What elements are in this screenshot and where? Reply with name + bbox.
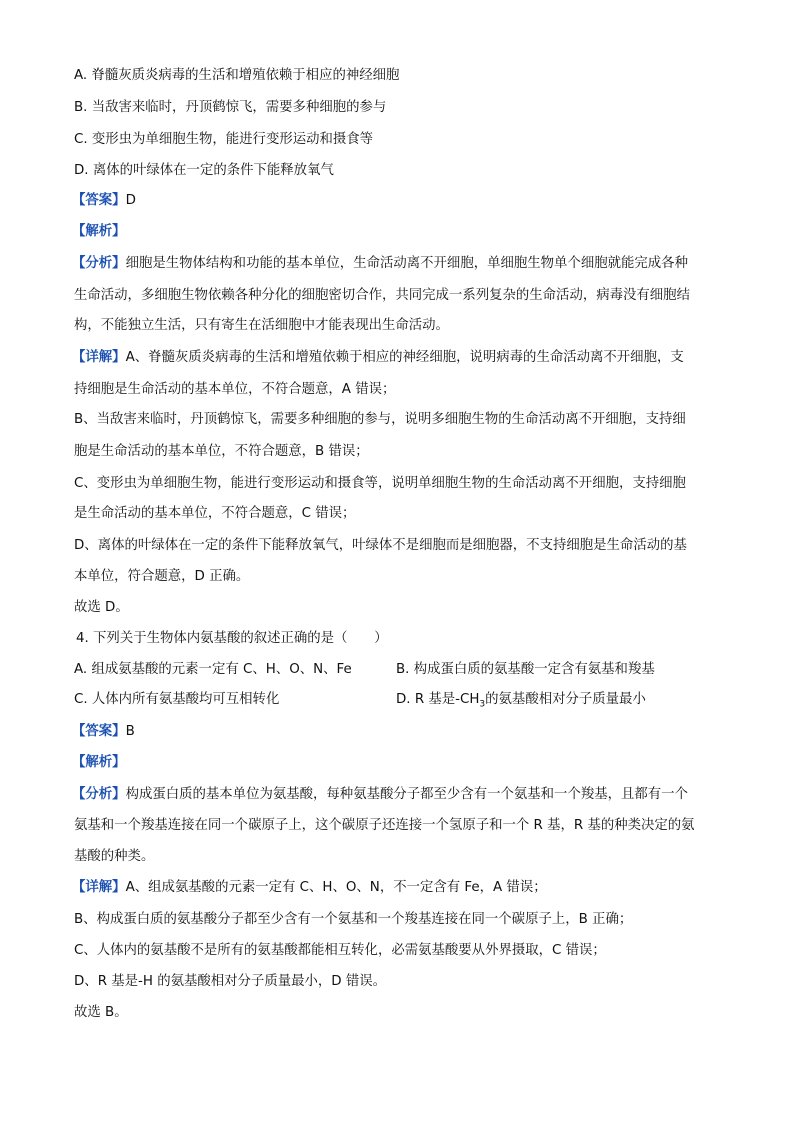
q3-xiangjie-line-4: 胞是生命活动的基本单位，不符合题意，B 错误；	[74, 444, 369, 459]
q3-answer-tag: 【答案】	[72, 193, 126, 208]
q4-option-d-pre: D. R 基是-CH	[396, 692, 480, 707]
q4-options-row-2	[74, 690, 754, 710]
q4-option-d-sub: 3	[479, 699, 486, 710]
q4-xiangjie-line-2: B、构成蛋白质的氨基酸分子都至少含有一个氨基和一个羧基连接在同一个碳原子上，B 正确；	[74, 912, 633, 927]
q4-xiangjie-text-1: A、组成氨基酸的元素一定有 C、H、O、N，不一定含有 Fe，A 错误；	[125, 880, 547, 895]
q3-answer	[72, 191, 136, 211]
q3-xiangjie-line-5: C、变形虫为单细胞生物，能进行变形运动和摄食等，说明单细胞生物的生命活动离不开细胞，支持细胞	[74, 476, 686, 491]
q4-analysis-heading	[72, 753, 126, 773]
q3-option-b: B. 当敌害来临时，丹顶鹤惊飞，需要多种细胞的参与	[74, 100, 387, 115]
q4-options-row-1	[74, 660, 754, 680]
q4-fenxi-text-1: 构成蛋白质的基本单位为氨基酸，每种氨基酸分子都至少含有一个氨基和一个羧基，且都有一个	[125, 787, 688, 802]
q4-answer	[72, 722, 135, 742]
q3-option-c: C. 变形虫为单细胞生物，能进行变形运动和摄食等	[74, 132, 374, 147]
q3-option-d: D. 离体的叶绿体在一定的条件下能释放氧气	[74, 163, 334, 178]
q4-xiangjie-line-3: C、人体内的氨基酸不是所有的氨基酸都能相互转化，必需氨基酸要从外界摄取，C 错误；	[74, 943, 606, 958]
q3-option-a: A. 脊髓灰质炎病毒的生活和增殖依赖于相应的神经细胞	[74, 68, 400, 83]
q4-xiangjie-line-1	[72, 878, 547, 898]
q3-xiangjie-line-2: 持细胞是生命活动的基本单位，不符合题意，A 错误；	[74, 382, 396, 397]
q4-fenxi-line-3: 基酸的种类。	[74, 849, 155, 864]
q4-stem: 4. 下列关于生物体内氨基酸的叙述正确的是（ ）	[76, 631, 388, 646]
q4-answer-value: B	[125, 724, 135, 739]
q3-xiangjie-line-1	[72, 348, 684, 368]
q3-fenxi-line-3: 构，不能独立生活，只有寄生在活细胞中才能表现出生命活动。	[74, 318, 449, 333]
q4-analysis-tag: 【解析】	[72, 755, 126, 770]
q3-fenxi-line-2: 生命活动，多细胞生物依赖各种分化的细胞密切合作，共同完成一系列复杂的生命活动，病毒没有细胞结	[74, 288, 690, 303]
q4-option-d	[396, 690, 646, 710]
q3-fenxi-text-1: 细胞是生物体结构和功能的基本单位，生命活动离不开细胞，单细胞生物单个细胞就能完成各种	[125, 256, 688, 271]
q3-analysis-heading	[72, 222, 126, 242]
q4-xiangjie-tag: 【详解】	[72, 880, 126, 895]
q4-option-a: A. 组成氨基酸的元素一定有 C、H、O、N、Fe	[74, 662, 352, 677]
q4-option-d-post: 的氨基酸相对分子质量最小	[485, 692, 646, 707]
q3-xiangjie-line-7: D、离体的叶绿体在一定的条件下能释放氧气，叶绿体不是细胞而是细胞器，不支持细胞是生命活动的基	[74, 538, 687, 553]
q3-answer-value: D	[125, 193, 136, 208]
q3-xiangjie-line-6: 是生命活动的基本单位，不符合题意，C 错误；	[74, 506, 356, 521]
q3-analysis-tag: 【解析】	[72, 224, 126, 239]
q4-answer-tag: 【答案】	[72, 724, 126, 739]
q3-conclusion: 故选 D。	[74, 600, 129, 615]
q3-fenxi-line-1	[72, 254, 688, 274]
q4-fenxi-line-1	[72, 785, 688, 805]
q4-fenxi-line-2: 氨基和一个羧基连接在同一个碳原子上，这个碳原子还连接一个氢原子和一个 R 基，R 基的种类决定的氨	[74, 818, 695, 833]
q3-xiangjie-line-3: B、当敌害来临时，丹顶鹤惊飞，需要多种细胞的参与，说明多细胞生物的生命活动离不开细胞，支持细	[74, 412, 686, 427]
q4-option-b: B. 构成蛋白质的氨基酸一定含有氨基和羧基	[396, 662, 655, 677]
q3-xiangjie-text-1: A、脊髓灰质炎病毒的生活和增殖依赖于相应的神经细胞，说明病毒的生命活动离不开细胞，支	[125, 350, 684, 365]
q4-xiangjie-line-4: D、R 基是-H 的氨基酸相对分子质量最小，D 错误。	[74, 974, 387, 989]
q3-xiangjie-line-8: 本单位，符合题意，D 正确。	[74, 569, 250, 584]
q4-fenxi-tag: 【分析】	[72, 787, 126, 802]
q3-xiangjie-tag: 【详解】	[72, 350, 126, 365]
q4-conclusion: 故选 B。	[74, 1005, 128, 1020]
q3-fenxi-tag: 【分析】	[72, 256, 126, 271]
q4-option-c: C. 人体内所有氨基酸均可互相转化	[74, 692, 280, 707]
